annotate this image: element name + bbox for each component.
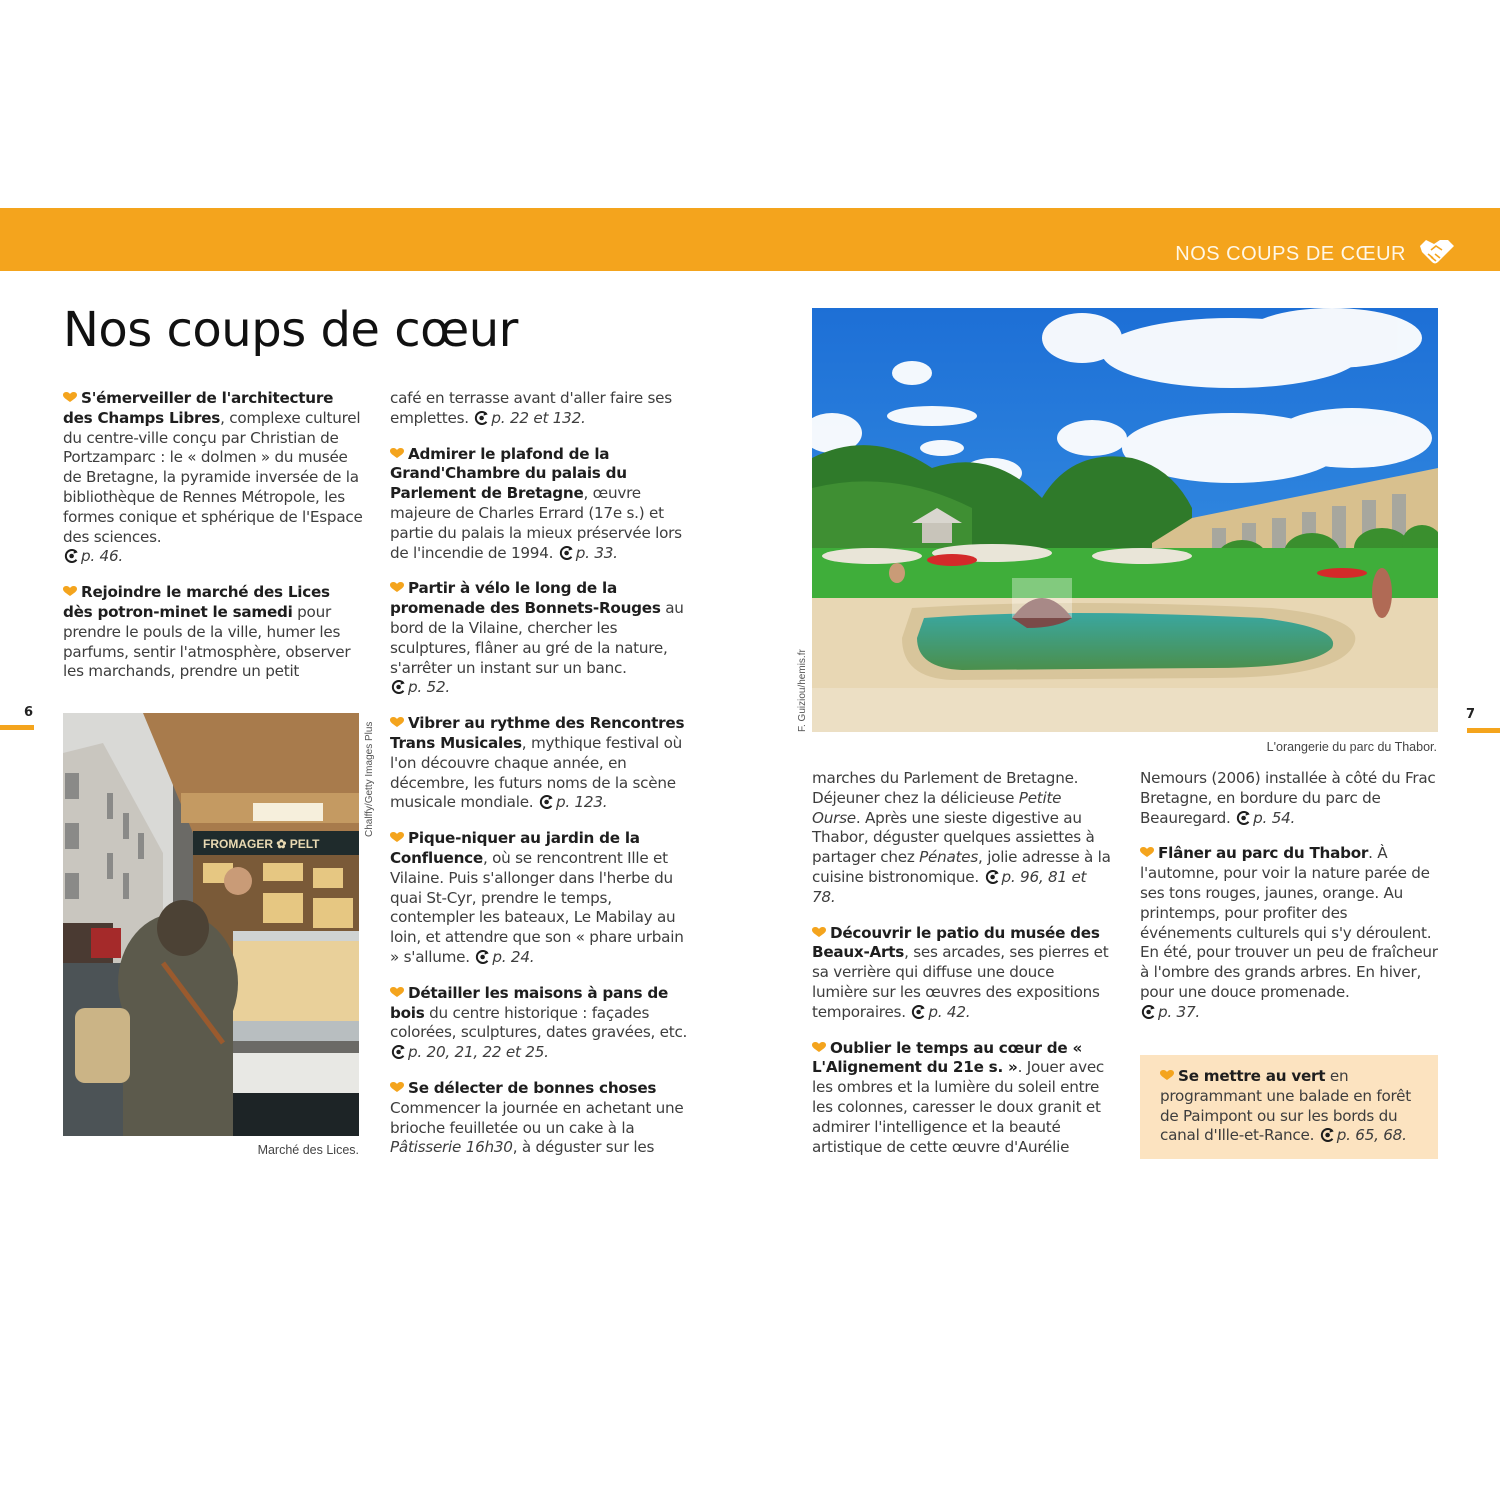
thabor-photo	[812, 308, 1438, 732]
page-reference-icon	[1236, 811, 1251, 825]
page-number-left: 6	[24, 705, 34, 720]
item-text: marches du Parlement de Bretagne. Déjeuner chez la délicieuse	[812, 769, 1079, 807]
item-text: . Après une sieste digestive au Thabor, déguster quelques assiettes à partager chez	[812, 808, 1095, 867]
page-reference-icon	[391, 1045, 406, 1059]
column-3	[812, 769, 1112, 1173]
item-text: , œuvre majeure de Charles Errard (17e s.) et partie du palais la mieux préservée lors de l'incendie de 1994.	[390, 484, 682, 562]
item-text: , à déguster sur les	[512, 1138, 655, 1157]
list-item	[390, 984, 690, 1063]
heart-icon	[1140, 847, 1154, 857]
item-text: au bord de la Vilaine, chercher les sculptures, flâner au gré de la nature, s'arrêter un instant sur un banc.	[390, 599, 684, 677]
item-text: . Jouer avec les ombres et la lumière du soleil entre les colonnes, caresser le doux granit et admirer l'intelligence et la beauté artistique de cette œuvre d'Aurélie	[812, 1058, 1105, 1156]
page-reference: p. 123.	[555, 793, 608, 812]
item-heading: S'émerveiller de l'architecture des Champs Libres	[63, 389, 334, 427]
photo-caption-right: L'orangerie du parc du Thabor.	[1266, 740, 1437, 754]
market-photo	[63, 713, 359, 1136]
page-reference: p. 42.	[928, 1002, 971, 1021]
page-reference: p. 20, 21, 22 et 25.	[408, 1043, 549, 1062]
page-title: Nos coups de cœur	[63, 302, 518, 358]
page-reference: p. 33.	[575, 543, 618, 562]
item-heading: Pique-niquer au jardin de la Confluence	[390, 829, 640, 867]
item-heading: Se délecter de bonnes choses	[408, 1078, 657, 1097]
item-text: du centre historique : façades colorées, sculptures, dates gravées, etc.	[390, 1003, 688, 1042]
page-reference: p. 54.	[1253, 808, 1296, 827]
venue-name: Pâtisserie 16h30	[390, 1138, 513, 1157]
page-reference-icon	[559, 546, 574, 560]
item-text: . À l'automne, pour voir la nature parée de ses tons rouges, jaunes, orange. Au printemps, pour profiter des événements culturels qui s'y déroulent. En été, pour trouver un peu de fraîcheur à l'ombre des grands arbres. En hiver, pour une douce promenade.	[1140, 844, 1438, 1001]
highlight-box-content	[1160, 1067, 1430, 1146]
page-reference-icon	[391, 680, 406, 694]
page-reference: p. 46.	[81, 547, 123, 566]
heart-icon	[390, 987, 404, 997]
item-text: , où se rencontrent Ille et Vilaine. Puis s'allonger dans l'herbe du quai St-Cyr, prendre le temps, contempler les bateaux, Le Mabilay au loin, et attendre que son « phare urbain » s'allume.	[390, 848, 684, 966]
photo-credit-right: F. Guiziou/hemis.fr	[797, 649, 808, 732]
list-item	[812, 924, 1112, 1023]
list-item	[63, 583, 363, 682]
page-reference-icon	[474, 411, 489, 425]
page-reference: p. 24.	[492, 947, 535, 966]
list-item	[1140, 844, 1440, 1022]
thabor-photo-image	[812, 308, 1438, 732]
heart-icon	[390, 832, 404, 842]
page-reference-icon	[911, 1005, 926, 1019]
item-heading: Flâner au parc du Thabor	[1158, 844, 1369, 863]
page-reference-icon	[539, 795, 554, 809]
item-heading: Vibrer au rythme des Rencontres Trans Musicales	[390, 714, 685, 752]
page-reference: p. 65, 68.	[1336, 1126, 1407, 1145]
heart-icon	[390, 582, 404, 592]
market-photo-image	[63, 713, 359, 1136]
item-heading: Découvrir le patio du musée des Beaux-Arts	[812, 923, 1100, 962]
list-item	[390, 1079, 690, 1158]
item-text: pour prendre le pouls de la ville, humer les parfums, sentir l'atmosphère, observer les marchands, prendre un petit	[63, 602, 351, 681]
item-text: , complexe culturel du centre-ville conçu par Christian de Portzamparc : le « dolmen » du musée de Bretagne, la pyramide inversée de la bibliothèque de Rennes Métropole, les formes conique et sphérique de l'Espace des sciences.	[63, 408, 363, 546]
item-heading: Admirer le plafond de la Grand'Chambre du palais du Parlement de Bretagne	[390, 444, 627, 503]
item-heading: Partir à vélo le long de la promenade des Bonnets-Rouges	[390, 579, 661, 618]
item-text: café en terrasse avant d'aller faire ses emplettes.	[390, 389, 672, 427]
page-reference-icon	[475, 950, 490, 964]
page-marker-left	[0, 725, 34, 730]
heart-icon	[63, 586, 77, 596]
list-item	[390, 829, 690, 968]
venue-name: Petite Ourse	[812, 788, 1062, 827]
item-heading: Rejoindre le marché des Lices dès potron-minet le samedi	[63, 583, 330, 621]
page-reference-icon	[1141, 1005, 1156, 1019]
section-header-band	[0, 208, 1500, 271]
page-reference-icon	[1320, 1128, 1335, 1142]
page-reference: p. 96, 81 et 78.	[812, 867, 1087, 906]
column-2	[390, 389, 690, 1174]
list-item	[63, 389, 363, 567]
section-label: NOS COUPS DE CŒUR	[1175, 243, 1406, 265]
heart-icon	[390, 448, 404, 458]
column-4	[1140, 769, 1440, 1039]
item-text: , jolie adresse à la cuisine bistronomique.	[812, 848, 1111, 886]
venue-name: Pénates	[919, 848, 979, 867]
item-text: en programmant une balade en forêt de Paimpont ou sur les bords du canal d'Ille-et-Rance.	[1160, 1067, 1411, 1145]
column-1	[63, 389, 363, 698]
heart-icon	[63, 392, 77, 402]
item-text: Commencer la journée en achetant une brioche feuilletée ou un cake à la	[390, 1098, 684, 1137]
handshake-icon	[1418, 236, 1456, 268]
page-reference: p. 37.	[1158, 1002, 1200, 1021]
list-item	[390, 579, 690, 698]
page-number-right: 7	[1466, 707, 1476, 722]
list-item-continuation	[812, 769, 1112, 908]
shop-sign: FROMAGER ✿ PELT	[203, 837, 320, 851]
item-heading: Se mettre au vert	[1178, 1067, 1326, 1085]
page-reference: p. 22 et 132.	[491, 408, 586, 427]
item-text: Nemours (2006) installée à côté du Frac Bretagne, en bordure du parc de Beauregard.	[1140, 769, 1436, 827]
page-marker-right	[1467, 728, 1500, 733]
page-reference-icon	[64, 549, 79, 563]
heart-icon	[812, 1042, 826, 1052]
list-item	[390, 445, 690, 564]
item-heading: Oublier le temps au cœur de « L'Alignement du 21e s. »	[812, 1038, 1083, 1077]
page-reference: p. 52.	[408, 678, 450, 697]
item-text: , mythique festival où l'on découvre chaque année, en décembre, les futurs noms de la scène musicale mondiale.	[390, 733, 683, 812]
item-text: , ses arcades, ses pierres et sa verrière qui diffuse une douce lumière sur les œuvres des expositions temporaires.	[812, 943, 1109, 1021]
list-item	[812, 1039, 1112, 1158]
page-reference-icon	[985, 870, 1000, 884]
heart-icon	[1160, 1070, 1174, 1080]
list-item	[390, 714, 690, 813]
item-heading: Détailler les maisons à pans de bois	[390, 983, 669, 1022]
highlight-box	[1140, 1055, 1438, 1159]
list-item-continuation	[390, 389, 690, 429]
photo-credit-left: Chalffy/Getty Images Plus	[364, 721, 375, 837]
heart-icon	[390, 717, 404, 727]
heart-icon	[812, 927, 826, 937]
photo-caption-left: Marché des Lices.	[257, 1143, 359, 1157]
list-item-continuation	[1140, 769, 1440, 828]
heart-icon	[390, 1082, 404, 1092]
